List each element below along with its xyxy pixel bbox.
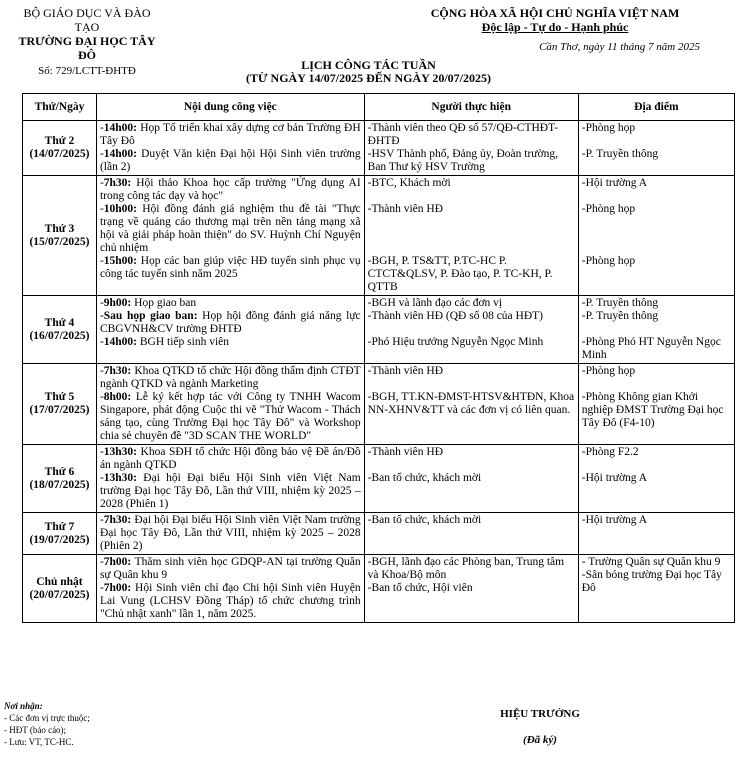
- person-cell: [364, 176, 578, 296]
- content-item: -13h30: Khoa SĐH tổ chức Hội đồng bảo vệ Đề án/Đồ án ngành QTKD: [99, 446, 361, 471]
- day-name: Thứ 7: [44, 520, 75, 533]
- document-number: Số: 729/LCTT-ĐHTĐ: [38, 65, 136, 77]
- day-date: (19/07/2025): [29, 533, 90, 546]
- content-item: -9h00: Họp giao ban: [99, 297, 197, 309]
- day-name: Thứ 2: [44, 135, 75, 147]
- day-date: (20/07/2025): [29, 588, 90, 601]
- person-item: -BTC, Khách mời: [367, 177, 451, 189]
- header-place: Địa điểm: [578, 94, 734, 121]
- person-item: -Thành viên HĐ: [367, 203, 444, 215]
- content-text: Khoa QTKD tổ chức Hội đồng thẩm định CTĐT ngành QTKD và ngành Marketing: [99, 365, 361, 390]
- recipients-title: Nơi nhận:: [4, 701, 43, 711]
- place-cell: [578, 176, 734, 296]
- content-cell: [96, 445, 364, 513]
- recipient-item: - Các đơn vị trực thuộc;: [4, 713, 90, 723]
- content-time: 7h00:: [103, 556, 132, 568]
- content-item: -7h30: Khoa QTKD tổ chức Hội đồng thẩm định CTĐT ngành QTKD và ngành Marketing: [99, 365, 361, 390]
- content-time: 7h30:: [103, 514, 132, 526]
- content-item: -14h00: Duyệt Văn kiện Đại hội Hội Sinh viên trường (lần 2): [99, 148, 361, 173]
- content-item: -Sau họp giao ban: Họp hội đồng đánh giá năng lực CBGVNH&CV trường ĐHTĐ: [99, 310, 361, 335]
- content-text: Họp các ban giúp việc HĐ tuyển sinh phục vụ công tác tuyển sinh năm 2025: [99, 255, 361, 280]
- content-time: 8h00:: [103, 391, 132, 403]
- day-name: Chủ nhật: [36, 575, 83, 588]
- place-item: -P. Truyền thông: [581, 310, 659, 322]
- place-cell: [578, 513, 734, 555]
- content-cell: [96, 296, 364, 364]
- person-item: -BGH, lãnh đạo các Phòng ban, Trung tâm và Khoa/Bộ môn: [367, 556, 565, 581]
- content-text: Hội đồng đánh giá nghiệm thu đề tài "Thực trạng về quảng cáo thương mại trên nền tảng mạng xã hội và giải pháp hoàn thiện" do SV. Huỳnh Chí Nguyện chủ nhiệm: [99, 203, 361, 254]
- content-text: Hội thảo Khoa học cấp trường "Ứng dụng AI trong công tác dạy và học": [99, 177, 361, 202]
- header-right: [400, 6, 710, 54]
- place-item: -Sân bóng trường Đại học Tây Đô: [581, 569, 722, 594]
- place-item: -Phòng họp: [581, 255, 636, 267]
- table-row: [23, 176, 735, 296]
- content-item: -8h00: Lễ ký kết hợp tác với Công ty TNHH Wacom Singapore, phát động Cuộc thi vẽ "Thử Wacom - Thách sáng tạo, cùng Trường Đại học Tây Đô" và Workshop chia sẻ chuyên đề "3D SCAN THE WORLD": [99, 391, 361, 442]
- day-date: (14/07/2025): [29, 148, 90, 160]
- place-item: -P. Truyền thông: [581, 148, 659, 160]
- content-text: Đại hội Đại biểu Hội Sinh viên Việt Nam trường Đại học Tây Đô, Lần thứ VIII, nhiệm kỳ 2025 – 2028 (Phiên 2): [99, 514, 361, 552]
- university-name: TRƯỜNG ĐẠI HỌC TÂY ĐÔ: [18, 34, 156, 62]
- content-time: 7h30:: [103, 177, 132, 189]
- day-cell: [23, 513, 97, 555]
- day-cell: [23, 364, 97, 445]
- content-item: -13h30: Đại hội Đại biểu Hội Sinh viên Việt Nam trường Đại học Tây Đô, Lần thứ VIII, nhiệm kỳ 2025 – 2028 (Phiên 1): [99, 472, 361, 510]
- place-cell: [578, 555, 734, 623]
- person-item: -Ban tổ chức, khách mời: [367, 472, 482, 484]
- content-text: Đại hội Đại biểu Hội Sinh viên Việt Nam trường Đại học Tây Đô, Lần thứ VIII, nhiệm kỳ 2025 – 2028 (Phiên 1): [99, 472, 361, 510]
- person-item: -Phó Hiệu trưởng Nguyễn Ngọc Minh: [367, 336, 544, 348]
- place-item: -Phòng Phó HT Nguyễn Ngọc Minh: [581, 336, 721, 361]
- content-item: -14h00: BGH tiếp sinh viên: [99, 336, 230, 348]
- content-item: -7h30: Hội thảo Khoa học cấp trường "Ứng dụng AI trong công tác dạy và học": [99, 177, 361, 202]
- person-item: -BGH, TT.KN-ĐMST-HTSV&HTĐN, Khoa NN-XHNV&TT và các đơn vị có liên quan.: [367, 391, 575, 416]
- day-date: (16/07/2025): [29, 329, 90, 342]
- content-cell: [96, 555, 364, 623]
- signed-note: (Đã ký): [523, 734, 557, 746]
- table-row: [23, 445, 735, 513]
- content-time: 13h30:: [103, 472, 138, 484]
- person-cell: [364, 296, 578, 364]
- content-time: 9h00:: [103, 297, 132, 309]
- content-item: -10h00: Hội đồng đánh giá nghiệm thu đề tài "Thực trạng về quảng cáo thương mại trên nền tảng mạng xã hội và giải pháp hoàn thiện" do SV. Huỳnh Chí Nguyện chủ nhiệm: [99, 203, 361, 254]
- place-cell: [578, 364, 734, 445]
- place-cell: [578, 445, 734, 513]
- signer-title: HIỆU TRƯỞNG: [500, 708, 580, 720]
- day-date: (17/07/2025): [29, 404, 90, 416]
- day-date: (15/07/2025): [29, 235, 90, 248]
- content-time: 14h00:: [103, 122, 138, 134]
- content-text: Họp hội đồng đánh giá năng lực CBGVNH&CV trường ĐHTĐ: [99, 310, 361, 335]
- content-time: 15h00:: [103, 255, 138, 267]
- place-cell: [578, 121, 734, 176]
- content-item: -7h00: Thăm sinh viên học GDQP-AN tại trường Quân sự Quân khu 9: [99, 556, 361, 581]
- day-cell: [23, 555, 97, 623]
- header-person: Người thực hiện: [364, 94, 578, 121]
- recipient-item: - Lưu: VT, TC-HC.: [4, 737, 74, 747]
- content-time: 13h30:: [103, 446, 138, 458]
- person-cell: [364, 121, 578, 176]
- day-name: Thứ 3: [44, 222, 75, 235]
- day-cell: [23, 121, 97, 176]
- document-date: Cần Thơ, ngày 11 tháng 7 năm 2025: [539, 41, 700, 53]
- person-item: -Thành viên HĐ: [367, 365, 444, 377]
- person-cell: [364, 555, 578, 623]
- table-row: [23, 364, 735, 445]
- content-time: 10h00:: [103, 203, 138, 215]
- content-time: 14h00:: [103, 148, 138, 160]
- day-name: Thứ 4: [44, 316, 75, 329]
- content-time: 14h00:: [103, 336, 138, 348]
- nation-name: CỘNG HÒA XÃ HỘI CHỦ NGHĨA VIỆT NAM: [430, 6, 680, 20]
- place-item: -Hội trường A: [581, 514, 648, 526]
- place-item: -Hội trường A: [581, 472, 648, 484]
- signature-block: [460, 708, 620, 746]
- content-time: Sau họp giao ban:: [103, 310, 198, 322]
- recipients: [4, 700, 90, 748]
- place-item: -Phòng họp: [581, 122, 636, 134]
- content-cell: [96, 513, 364, 555]
- title-line-2: (TỪ NGÀY 14/07/2025 ĐẾN NGÀY 20/07/2025): [246, 71, 491, 85]
- place-item: -Phòng Không gian Khởi nghiệp ĐMST Trường Đại học Tây Đô (F4-10): [581, 391, 724, 429]
- person-cell: [364, 364, 578, 445]
- content-item: -14h00: Họp Tổ triển khai xây dựng cơ bản Trường ĐH Tây Đô: [99, 122, 361, 147]
- day-cell: [23, 445, 97, 513]
- content-cell: [96, 121, 364, 176]
- day-date: (18/07/2025): [29, 478, 90, 491]
- header-day: Thứ/Ngày: [23, 94, 97, 121]
- content-item: -7h30: Đại hội Đại biểu Hội Sinh viên Việt Nam trường Đại học Tây Đô, Lần thứ VIII, nhiệm kỳ 2025 – 2028 (Phiên 2): [99, 514, 361, 552]
- content-text: Khoa SĐH tổ chức Hội đồng bảo vệ Đề án/Đồ án ngành QTKD: [99, 446, 361, 471]
- title-line-1: LỊCH CÔNG TÁC TUẦN: [301, 58, 436, 72]
- day-cell: [23, 176, 97, 296]
- person-item: -Thành viên HĐ (QĐ số 08 của HĐT): [367, 310, 543, 322]
- person-item: -HSV Thành phố, Đảng ủy, Đoàn trường, Ban Thư ký HSV Trường: [367, 148, 558, 173]
- content-item: -7h00: Hội Sinh viên chỉ đạo Chi hội Sinh viên Huyện Lai Vung (LCHSV Đồng Tháp) tổ chức chương trình "Chủ nhật xanh" lần 1, năm 2025.: [99, 582, 361, 620]
- place-item: -Phòng F2.2: [581, 446, 639, 458]
- person-item: -BGH và lãnh đạo các đơn vị: [367, 297, 503, 309]
- header-content: Nội dung công việc: [96, 94, 364, 121]
- schedule-table: [22, 93, 735, 623]
- content-cell: [96, 176, 364, 296]
- recipient-item: - HĐT (báo cáo);: [4, 725, 67, 735]
- person-item: -Thành viên HĐ: [367, 446, 444, 458]
- content-text: Họp Tổ triển khai xây dựng cơ bản Trường ĐH Tây Đô: [99, 122, 361, 147]
- content-text: Duyệt Văn kiện Đại hội Hội Sinh viên trường (lần 2): [99, 148, 361, 173]
- day-cell: [23, 296, 97, 364]
- content-text: Thăm sinh viên học GDQP-AN tại trường Quân sự Quân khu 9: [99, 556, 361, 581]
- table-row: [23, 296, 735, 364]
- content-cell: [96, 364, 364, 445]
- place-cell: [578, 296, 734, 364]
- content-text: Lễ ký kết hợp tác với Công ty TNHH Wacom Singapore, phát động Cuộc thi vẽ "Thử Wacom - Thách sáng tạo, cùng Trường Đại học Tây Đô" và Workshop chia sẻ chuyên đề "3D SCAN THE WORLD": [99, 391, 361, 442]
- content-text: BGH tiếp sinh viên: [137, 336, 230, 348]
- place-item: -Hội trường A: [581, 177, 648, 189]
- content-text: Họp giao ban: [131, 297, 197, 309]
- person-item: -Thành viên theo QĐ số 57/QĐ-CTHĐT-ĐHTĐ: [367, 122, 558, 147]
- table-row: [23, 513, 735, 555]
- person-cell: [364, 445, 578, 513]
- content-text: Hội Sinh viên chỉ đạo Chi hội Sinh viên Huyện Lai Vung (LCHSV Đồng Tháp) tổ chức chương trình "Chủ nhật xanh" lần 1, năm 2025.: [99, 582, 361, 620]
- ministry-name: BỘ GIÁO DỤC VÀ ĐÀO TẠO: [23, 6, 151, 34]
- content-time: 7h00:: [103, 582, 132, 594]
- place-item: - Trường Quân sự Quân khu 9: [581, 556, 721, 568]
- table-row: [23, 555, 735, 623]
- place-item: -P. Truyền thông: [581, 297, 659, 309]
- person-item: -BGH, P. TS&TT, P.TC-HC P. CTCT&QLSV, P. Đào tạo, P. TC-KH, P. QTTB: [367, 255, 553, 293]
- day-name: Thứ 5: [44, 391, 75, 403]
- page-title: [0, 59, 737, 85]
- table-body: [23, 121, 735, 623]
- table-row: [23, 121, 735, 176]
- person-item: -Ban tổ chức, Hội viên: [367, 582, 473, 594]
- place-item: -Phòng họp: [581, 365, 636, 377]
- person-cell: [364, 513, 578, 555]
- person-item: -Ban tổ chức, khách mời: [367, 514, 482, 526]
- day-name: Thứ 6: [44, 465, 75, 478]
- motto: Độc lập - Tự do - Hạnh phúc: [481, 20, 629, 34]
- table-header-row: [23, 94, 735, 121]
- content-time: 7h30:: [103, 365, 132, 377]
- place-item: -Phòng họp: [581, 203, 636, 215]
- content-item: -15h00: Họp các ban giúp việc HĐ tuyển sinh phục vụ công tác tuyển sinh năm 2025: [99, 255, 361, 280]
